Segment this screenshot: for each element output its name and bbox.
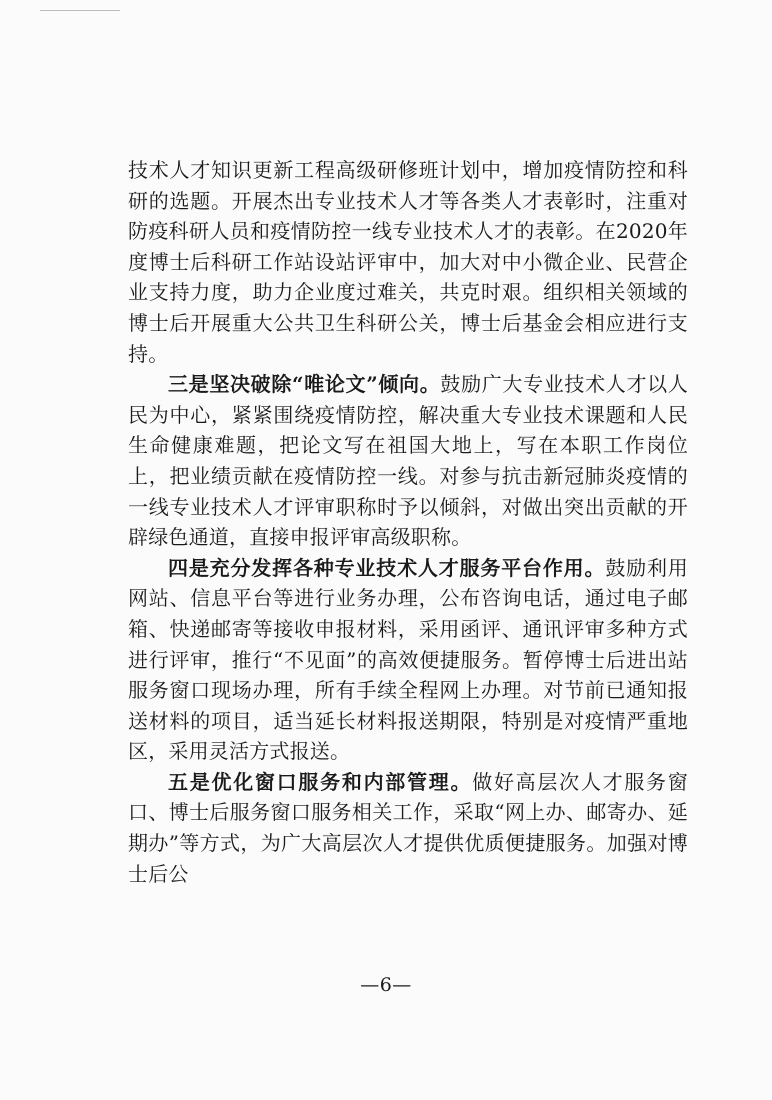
paragraph-text: 技术人才知识更新工程高级研修班计划中，增加疫情防控和科研的选题。开展杰出专业技术人才等各类人才表彰时，注重对防疫科研人员和疫情防控一线专业技术人才的表彰。在2020年度博士后科研工作站设站评审中，加大对中小微企业、民营企业支持力度，助力企业度过难关，共克时艰。组织相关领域的博士后开展重大公共卫生科研公关，博士后基金会相应进行支持。 [128,158,688,366]
paragraph-lead: 五是优化窗口服务和内部管理。 [168,769,473,794]
scan-edge-line [40,10,120,11]
paragraph-3 [128,369,688,553]
paragraph-text: 鼓励利用网站、信息平台等进行业务办理，公布咨询电话，通过电子邮箱、快递邮寄等接收申报材料，采用函评、通讯评审多种方式进行评审，推行“不见面”的高效便捷服务。暂停博士后进出站服务窗口现场办理，所有手续全程网上办理。对节前已通知报送材料的项目，适当延长材料报送期限，特别是对疫情严重地区，采用灵活方式报送。 [128,555,688,764]
body-text [128,155,688,889]
page-number: —6— [360,974,412,996]
paragraph-text: 鼓励广大专业技术人才以人民为中心，紧紧围绕疫情防控，解决重大专业技术课题和人民生命健康难题，把论文写在祖国大地上，写在本职工作岗位上，把业绩贡献在疫情防控一线。对参与抗击新冠肺炎疫情的一线专业技术人才评审职称时予以倾斜，对做出突出贡献的开辟绿色通道，直接申报评审高级职称。 [128,372,688,550]
paragraph-5 [128,767,688,889]
paragraph-lead: 三是坚决破除“唯论文”倾向。 [168,372,441,397]
paragraph-continued [128,155,688,369]
paragraph-4 [128,553,688,767]
paragraph-text: 做好高层次人才服务窗口、博士后服务窗口服务相关工作，采取“网上办、邮寄办、延期办”等方式，为广大高层次人才提供优质便捷服务。加强对博士后公 [128,769,688,886]
paragraph-lead: 四是充分发挥各种专业技术人才服务平台作用。 [168,555,606,580]
